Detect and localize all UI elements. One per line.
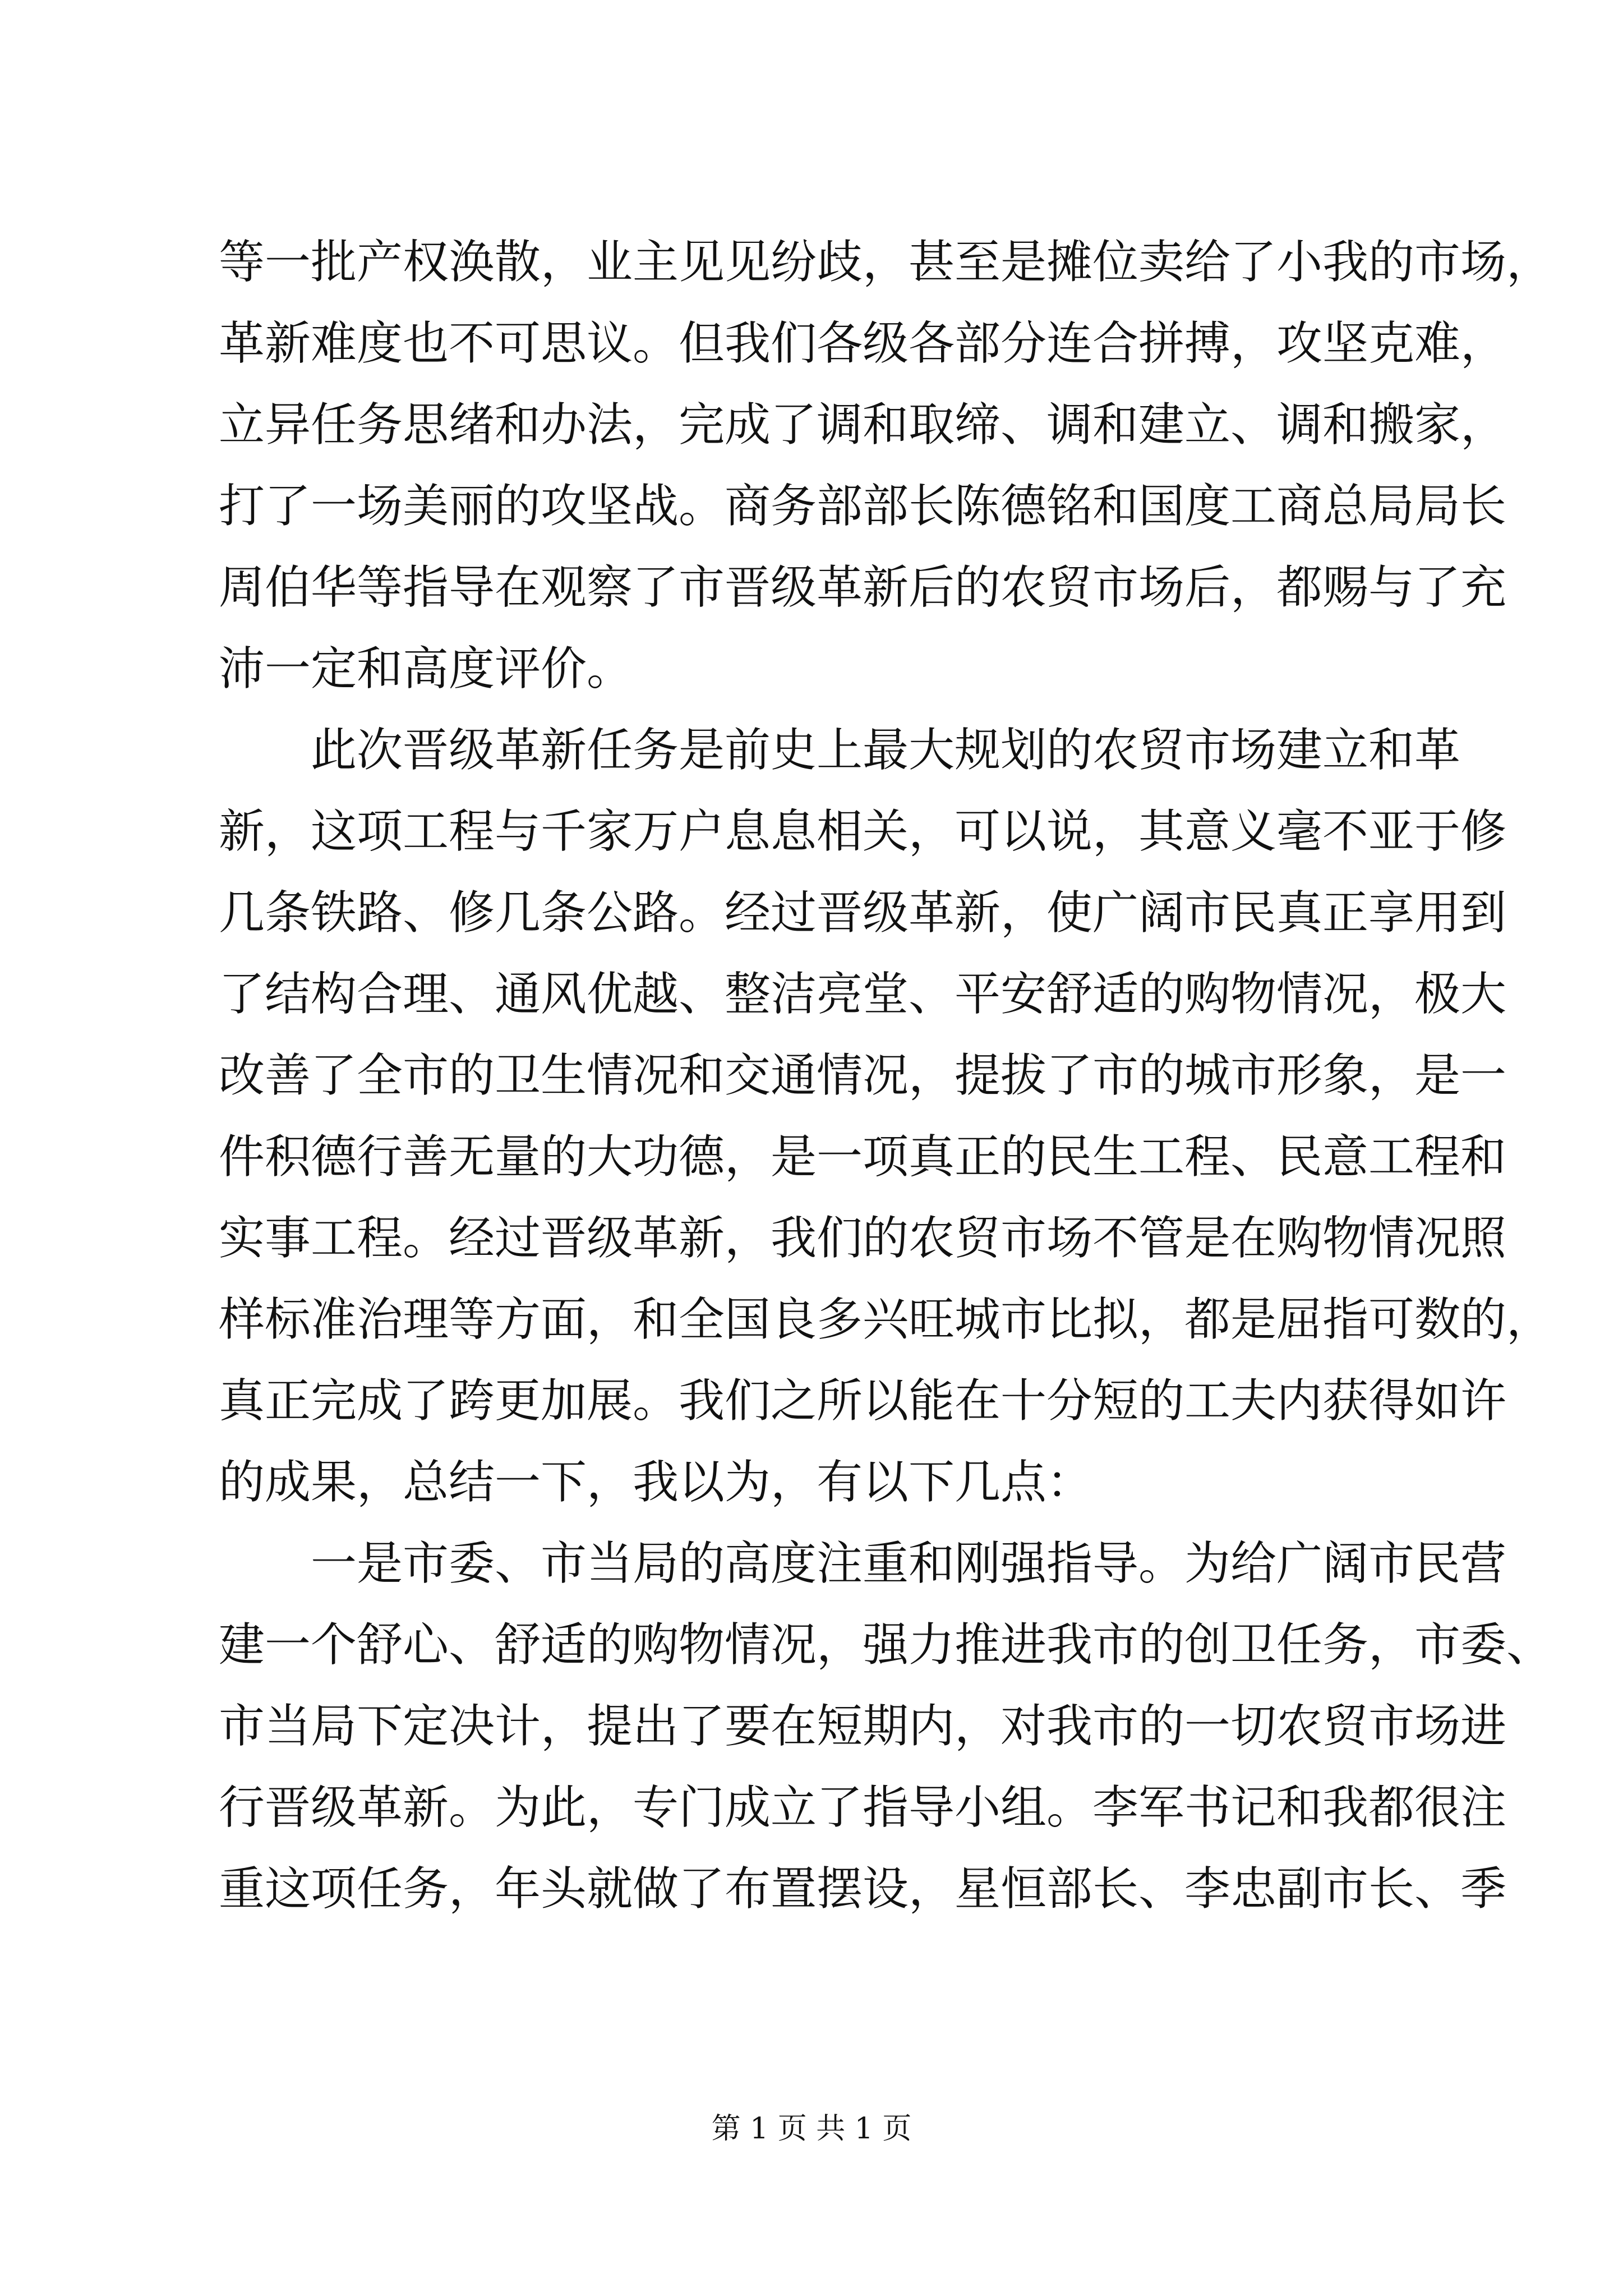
paragraph — [219, 1523, 1553, 1930]
document-body — [219, 222, 1553, 1930]
text-line: 重这项任务，年头就做了布置摆设，星恒部长、李忠副市长、季 — [219, 1862, 1507, 1916]
text-line: 革新难度也不可思议。但我们各级各部分连合拼搏，攻坚克难， — [219, 317, 1507, 370]
text-line: 周伯华等指导在观察了市晋级革新后的农贸市场后，都赐与了充 — [219, 561, 1507, 614]
text-line: 等一批产权涣散，业主见见纷歧，甚至是摊位卖给了小我的市场， — [219, 236, 1553, 289]
text-line: 实事工程。经过晋级革新，我们的农贸市场不管是在购物情况照 — [219, 1212, 1507, 1265]
text-line: 样标准治理等方面，和全国良多兴旺城市比拟，都是屈指可数的， — [219, 1293, 1553, 1346]
text-line: 一是市委、市当局的高度注重和刚强指导。为给广阔市民营 — [311, 1537, 1507, 1590]
page-footer — [0, 2112, 1623, 2146]
paragraph — [219, 710, 1553, 1523]
text-line: 改善了全市的卫生情况和交通情况，提拔了市的城市形象，是一 — [219, 1049, 1507, 1102]
text-line: 行晋级革新。为此，专门成立了指导小组。李军书记和我都很注 — [219, 1781, 1507, 1834]
text-line: 沛一定和高度评价。 — [219, 642, 633, 696]
text-line: 市当局下定决计，提出了要在短期内，对我市的一切农贸市场进 — [219, 1700, 1507, 1753]
text-line: 此次晋级革新任务是前史上最大规划的农贸市场建立和革 — [311, 724, 1461, 777]
text-line: 件积德行善无量的大功德，是一项真正的民生工程、民意工程和 — [219, 1130, 1507, 1184]
text-line: 的成果，总结一下，我以为，有以下几点： — [219, 1456, 1093, 1509]
text-line: 真正完成了跨更加展。我们之所以能在十分短的工夫内获得如许 — [219, 1374, 1507, 1428]
text-line: 打了一场美丽的攻坚战。商务部部长陈德铭和国度工商总局局长 — [219, 480, 1507, 533]
paragraph — [219, 222, 1553, 710]
page-number: 第 1 页 共 1 页 — [711, 2112, 912, 2146]
text-line: 新，这项工程与千家万户息息相关，可以说，其意义毫不亚于修 — [219, 805, 1507, 858]
text-line: 了结构合理、通风优越、整洁亮堂、平安舒适的购物情况，极大 — [219, 968, 1507, 1021]
text-line: 建一个舒心、舒适的购物情况，强力推进我市的创卫任务，市委、 — [219, 1618, 1553, 1672]
text-line: 几条铁路、修几条公路。经过晋级革新，使广阔市民真正享用到 — [219, 886, 1507, 940]
text-line: 立异任务思绪和办法，完成了调和取缔、调和建立、调和搬家， — [219, 398, 1507, 452]
